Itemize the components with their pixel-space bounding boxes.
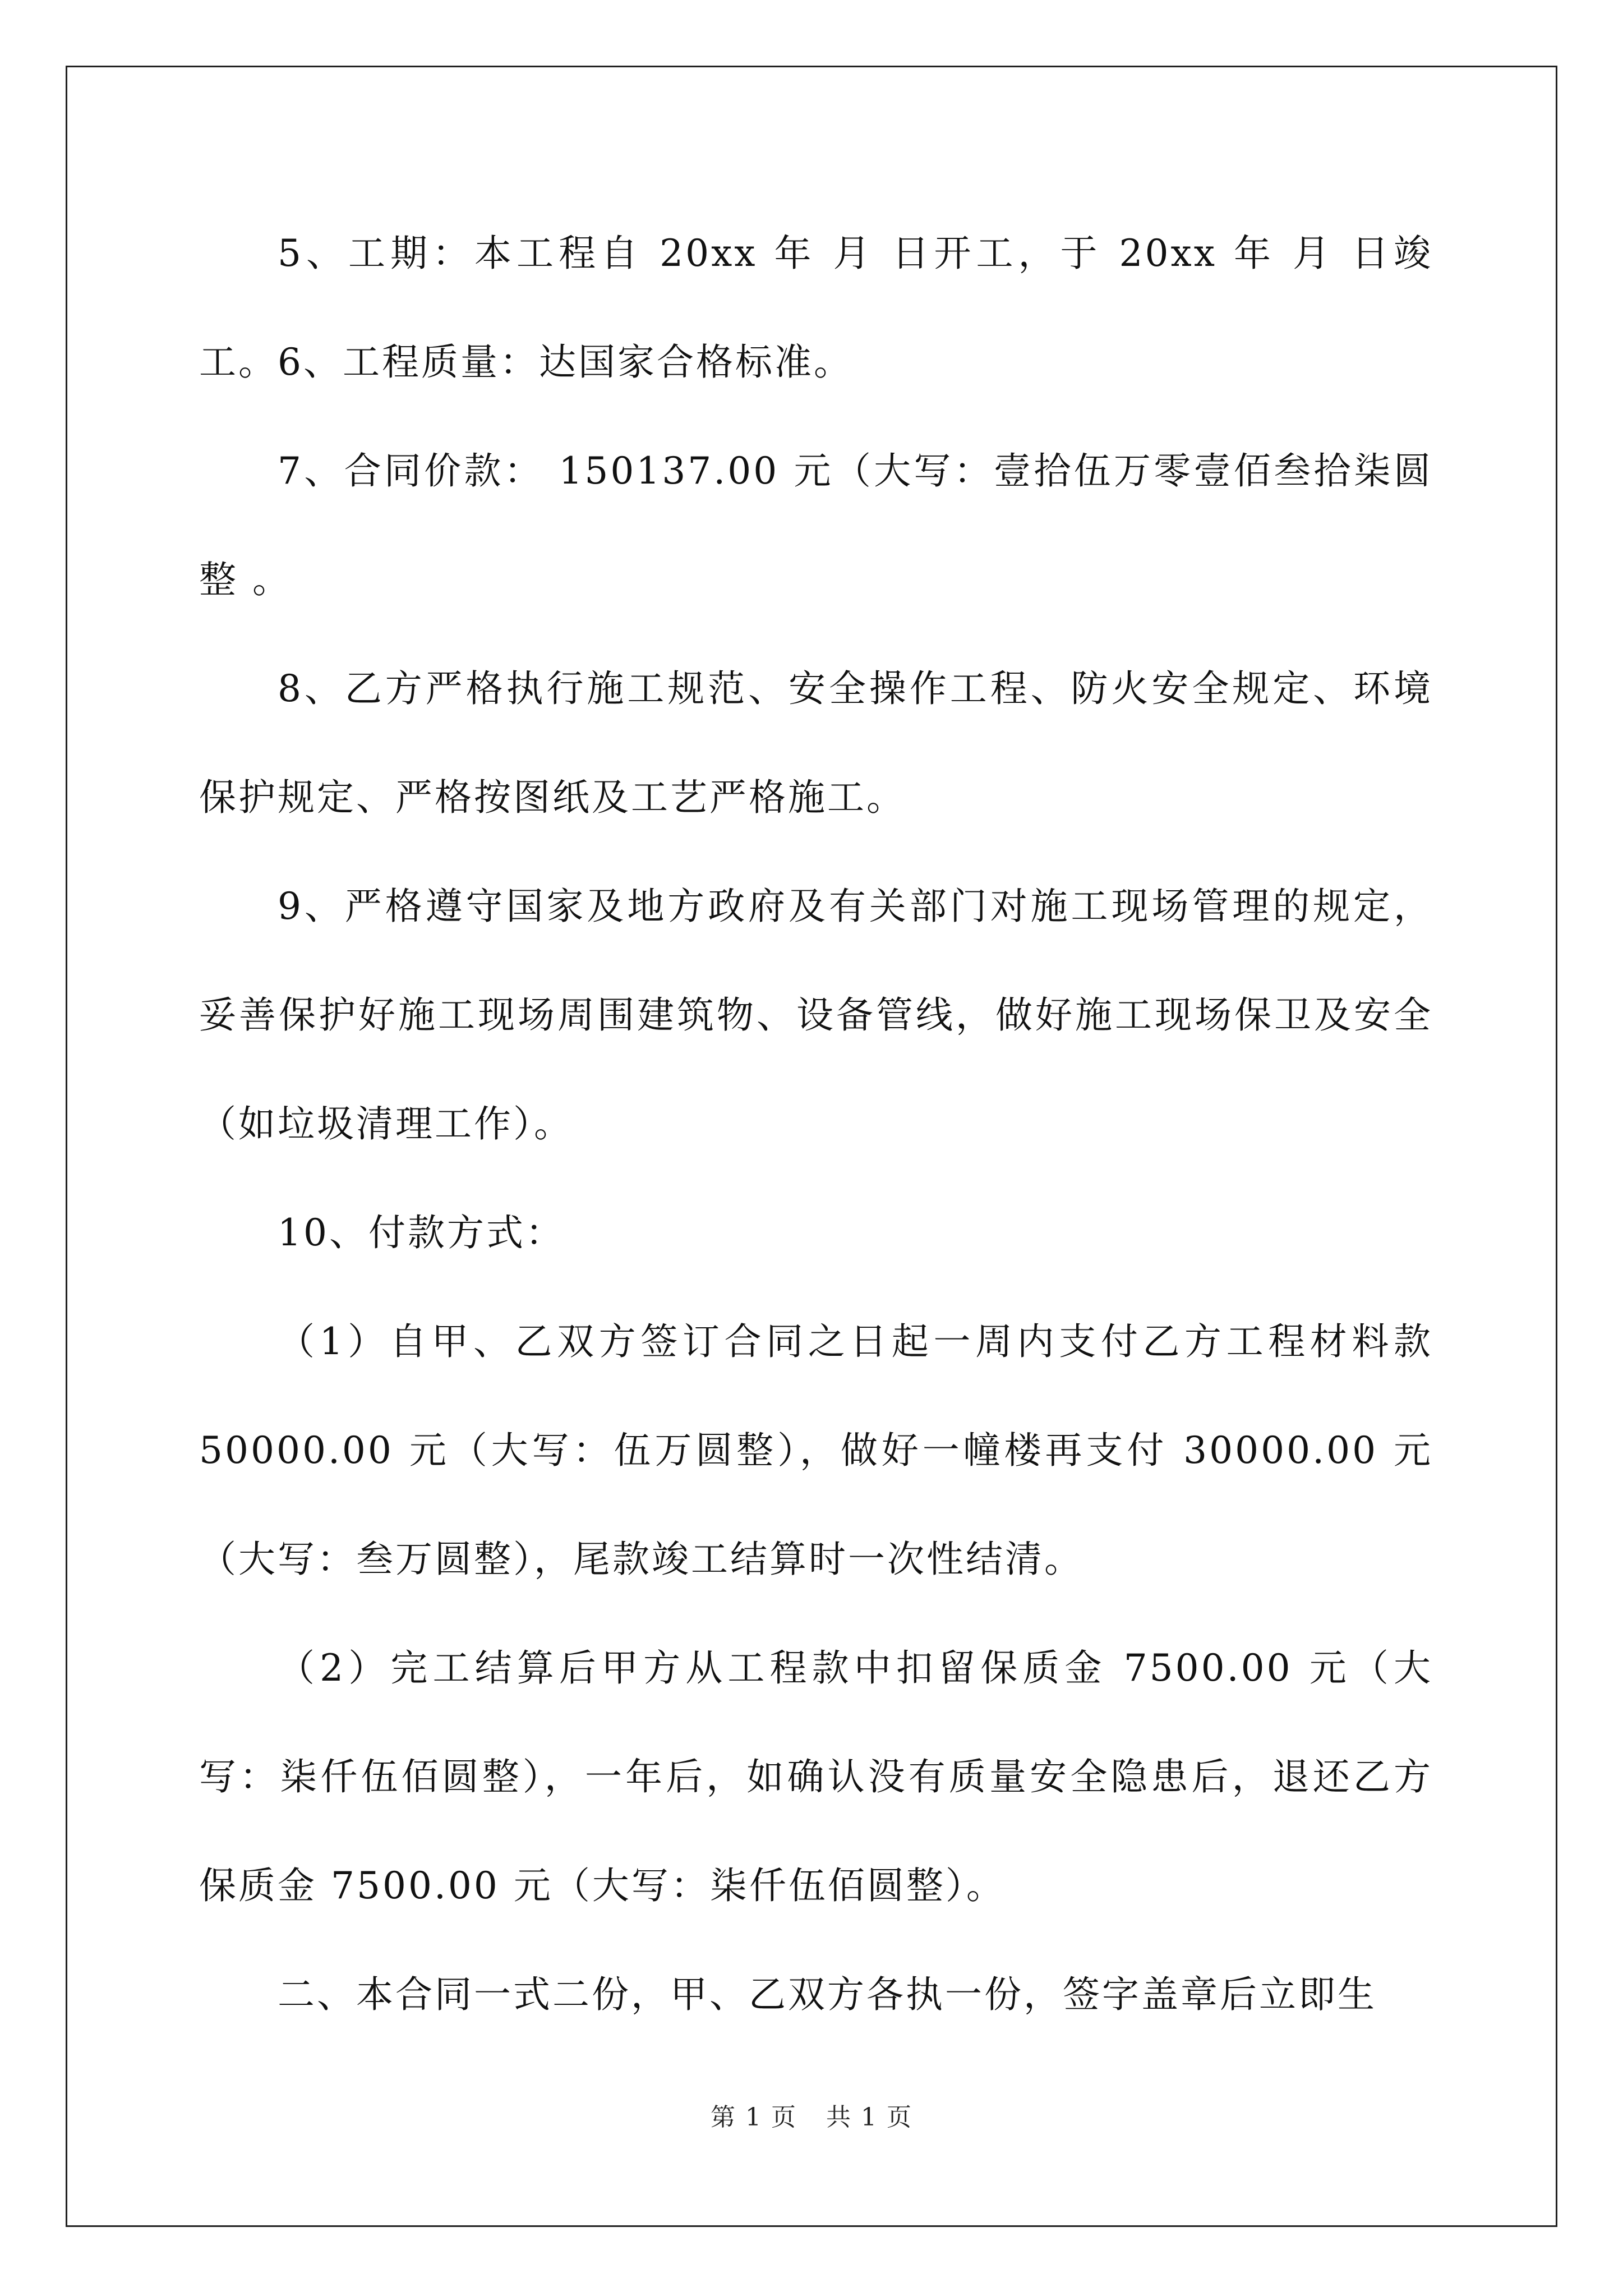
- paragraph-payment-method: 10、付款方式：: [278, 1211, 565, 1254]
- page-footer: [0, 2097, 1623, 2133]
- paragraph-contract-price: 7、合同价款： 150137.00 元（大写：壹拾伍万零壹佰叁拾柒圆整 。: [199, 449, 1433, 601]
- paragraph-construction-norms: 8、乙方严格执行施工规范、安全操作工程、防火安全规定、环境保护规定、严格按图纸及工艺严格施工。: [199, 667, 1433, 819]
- paragraph-payment-item-2: （2）完工结算后甲方从工程款中扣留保质金 7500.00 元（大写：柒仟伍佰圆整），一年后，如确认没有质量安全隐患后，退还乙方保质金 7500.00 元（大写：柒仟伍佰圆整）。: [199, 1646, 1433, 1907]
- paragraph-copies: 二、本合同一式二份，甲、乙双方各执一份，签字盖章后立即生: [278, 1973, 1377, 2016]
- paragraph-payment-item-1: （1）自甲、乙双方签订合同之日起一周内支付乙方工程材料款 50000.00 元（大写：伍万圆整），做好一幢楼再支付 30000.00 元（大写：叁万圆整），尾款竣工结算时一次性结清。: [199, 1320, 1433, 1581]
- page-number-total: 共 1 页: [826, 2103, 912, 2132]
- paragraph-site-management: 9、严格遵守国家及地方政府及有关部门对施工现场管理的规定，妥善保护好施工现场周围建筑物、设备管线，做好施工现场保卫及安全（如垃圾清理工作）。: [199, 885, 1433, 1145]
- paragraph-construction-period: 5、工期：本工程自 20xx 年 月 日开工，于 20xx 年 月 日竣工。: [199, 232, 1433, 384]
- paragraph-quality: 6、工程质量：达国家合格标准。: [278, 341, 853, 384]
- page-number-current: 第 1 页: [711, 2103, 797, 2132]
